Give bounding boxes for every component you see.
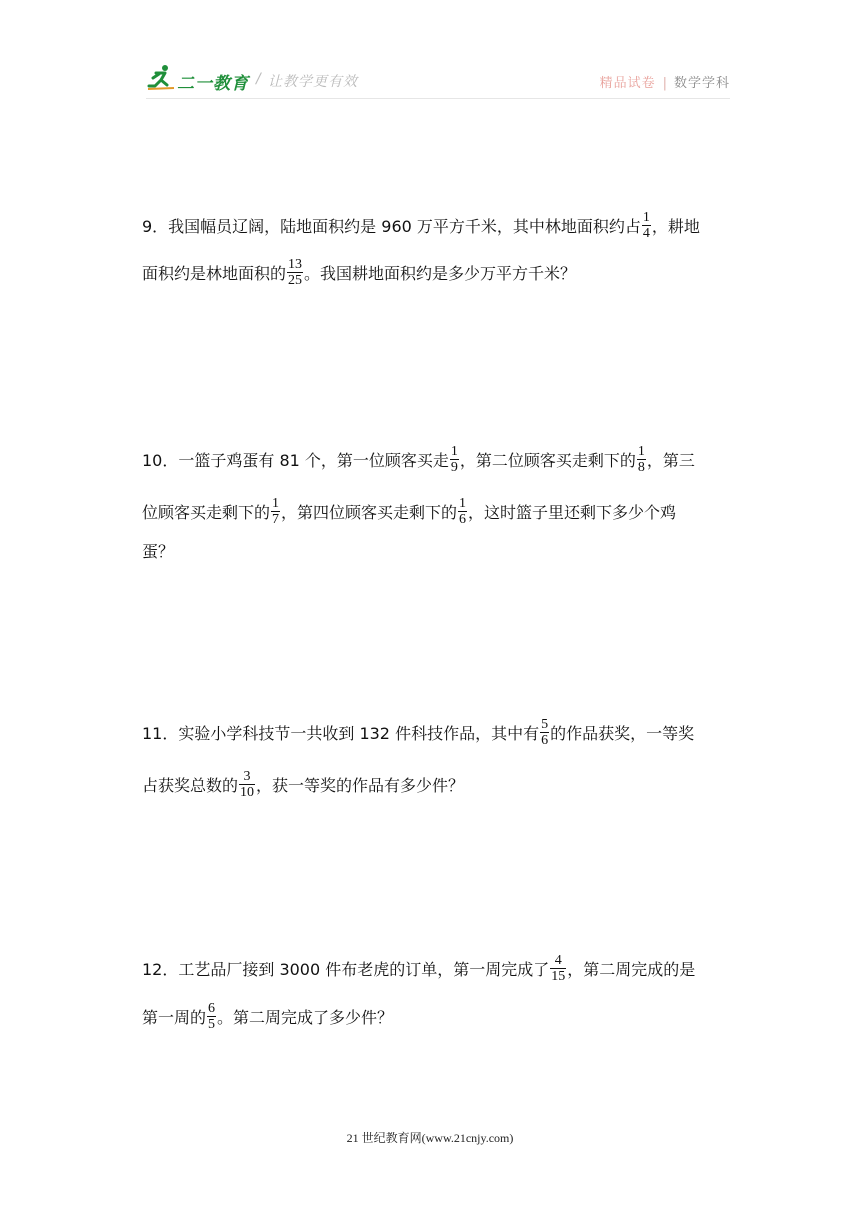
fraction: $\frac{5}{6}$	[541, 717, 549, 748]
question-11-line-1: 11．实验小学科技节一共收到 132 件科技作品，其中有 $\frac{5}{6}$ 的作品获奖，一等奖	[142, 717, 695, 748]
question-9-line-2: 面积约是林地面积的 $\frac{13}{25}$ 。我国耕地面积约是多少万平方千米？	[142, 257, 577, 288]
question-10-line-1: 10．一篮子鸡蛋有 81 个，第一位顾客买走 $\frac{1}{9}$ ，第二位顾客买走剩下的 $\frac{1}{8}$ ，第三	[142, 444, 695, 475]
question-10-line-3: 蛋？	[142, 542, 175, 561]
fraction: $\frac{1}{7}$	[272, 496, 280, 527]
fraction: $\frac{1}{9}$	[450, 444, 458, 475]
tag-quality-paper: 精品试卷	[599, 76, 656, 91]
fraction: $\frac{6}{5}$	[208, 1001, 216, 1032]
fraction: $\frac{1}{4}$	[642, 210, 650, 241]
question-12-text: 12．工艺品厂接到 3000 件布老虎的订单，第一周完成了	[142, 960, 550, 979]
page-footer: 21 世纪教育网(www.21cnjy.com)	[346, 1131, 514, 1145]
question-10-line-2: 位顾客买走剩下的 $\frac{1}{7}$ ，第四位顾客买走剩下的 $\frac{1}{6}$ ，这时篮子里还剩下多少个鸡	[142, 496, 677, 527]
question-12-line-1: 12．工艺品厂接到 3000 件布老虎的订单，第一周完成了 $\frac{4}{15}$ ，第二周完成的是	[142, 953, 696, 984]
page-header	[146, 64, 730, 100]
fraction: $\frac{1}{8}$	[637, 444, 645, 475]
brand-name: 二一教育	[177, 74, 249, 94]
question-9-text: 9．我国幅员辽阔，陆地面积约是 960 万平方千米，其中林地面积约占	[142, 217, 641, 236]
tag-divider: |	[662, 76, 667, 91]
question-11-line-2: 占获奖总数的 $\frac{3}{10}$ ，获一等奖的作品有多少件？	[142, 769, 465, 800]
running-person-logo-icon	[146, 64, 176, 92]
header-slash: /	[256, 71, 261, 87]
question-11-text: 11．实验小学科技节一共收到 132 件科技作品，其中有	[142, 724, 540, 743]
question-10-text: 10．一篮子鸡蛋有 81 个，第一位顾客买走	[142, 451, 449, 470]
header-divider-line	[146, 98, 730, 99]
fraction: $\frac{3}{10}$	[240, 769, 255, 800]
fraction: $\frac{1}{6}$	[459, 496, 467, 527]
brand-slogan: 让教学更有效	[268, 74, 358, 90]
fraction: $\frac{4}{15}$	[551, 953, 566, 984]
question-12-line-2: 第一周的 $\frac{6}{5}$ 。第二周完成了多少件？	[142, 1001, 394, 1032]
question-9-line-1: 9．我国幅员辽阔，陆地面积约是 960 万平方千米，其中林地面积约占 $\frac{1}{4}$ ，耕地	[142, 210, 700, 241]
header-tags	[600, 72, 730, 91]
fraction: $\frac{13}{25}$	[288, 257, 303, 288]
tag-subject: 数学学科	[673, 76, 730, 91]
